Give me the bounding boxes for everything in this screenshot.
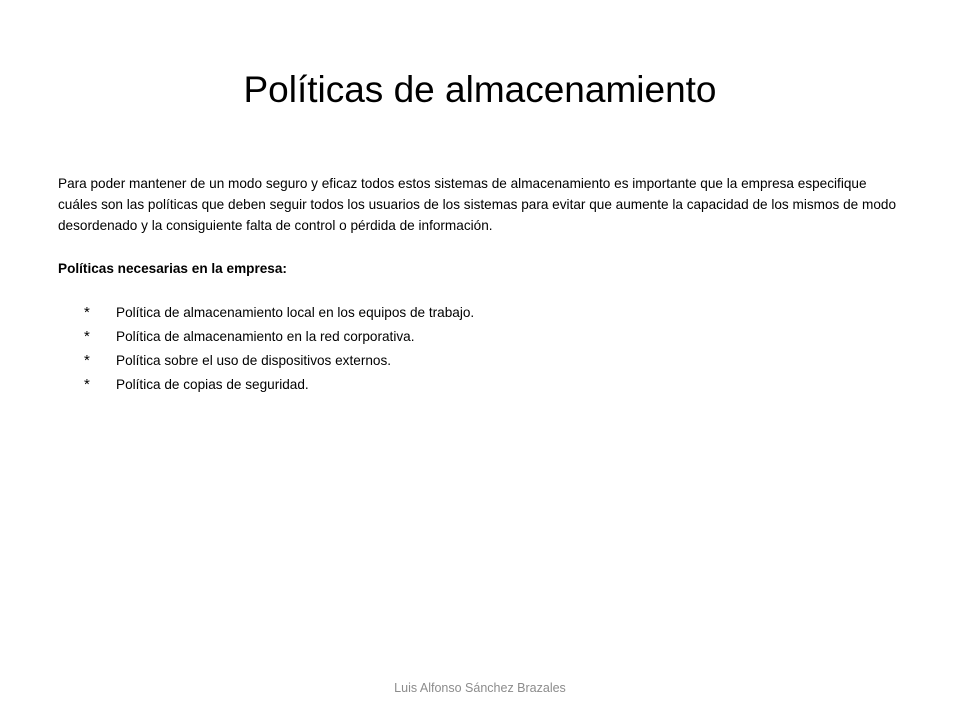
intro-paragraph: Para poder mantener de un modo seguro y eficaz todos estos sistemas de almacenamiento es importante que la empresa especifique cuáles son las políticas que deben seguir todos los usuarios de los sistemas para evitar que aumente la capacidad de los mismos de modo desordenado y la consiguiente falta de control o pérdida de información. [58,176,897,233]
list-item [58,325,908,349]
list-item [58,373,908,397]
list-item-text: Política de almacenamiento en la red corporativa. [116,329,415,344]
footer-author: Luis Alfonso Sánchez Brazales [394,681,566,695]
asterisk-bullet-icon: * [84,352,90,369]
asterisk-bullet-icon: * [84,328,90,345]
list-item [58,301,908,325]
section-heading: Políticas necesarias en la empresa: [58,261,287,276]
list-item-text: Política de copias de seguridad. [116,377,309,392]
slide-body [58,173,908,397]
list-item [58,349,908,373]
slide-title: Políticas de almacenamiento [243,69,717,110]
asterisk-bullet-icon: * [84,304,90,321]
list-item-text: Política sobre el uso de dispositivos externos. [116,353,392,368]
policy-list [58,301,908,397]
list-item-text: Política de almacenamiento local en los equipos de trabajo. [116,305,475,320]
asterisk-bullet-icon: * [84,376,90,393]
